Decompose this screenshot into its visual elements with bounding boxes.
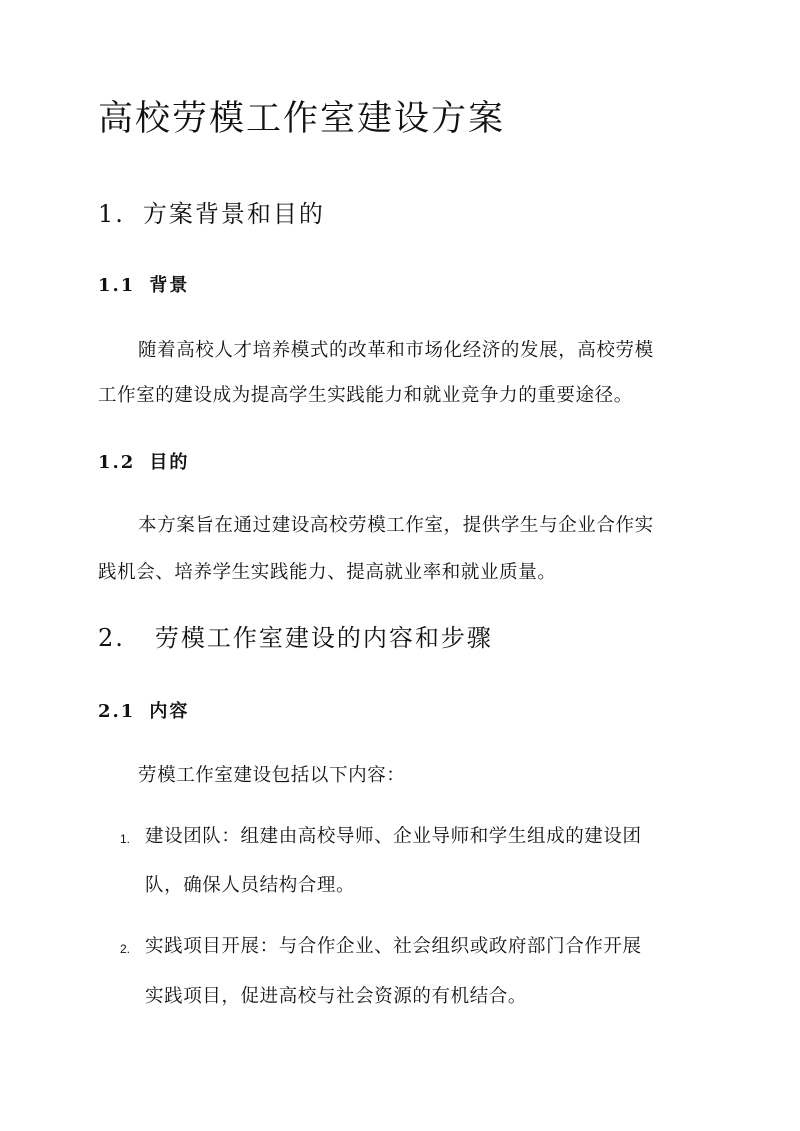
- list-item-2-number: 2.: [120, 942, 131, 956]
- list-item-1-line-2: 队，确保人员结构合理。: [145, 875, 356, 896]
- subsection-1-2-title: 目的: [149, 452, 190, 473]
- paragraph-1-2-line-2: 践机会、培养学生实践能力、提高就业率和就业质量。: [98, 562, 557, 583]
- paragraph-2-1-intro: 劳模工作室建设包括以下内容：: [138, 765, 406, 786]
- list-item-1-line-1: 建设团队：组建由高校导师、企业导师和学生组成的建设团: [145, 826, 642, 847]
- paragraph-1-1-line-2: 工作室的建设成为提高学生实践能力和就业竞争力的重要途径。: [98, 385, 633, 406]
- subsection-1-1-heading: [98, 272, 189, 300]
- section-1-number: 1.: [98, 200, 125, 228]
- subsection-2-1-heading: [98, 698, 189, 726]
- subsection-2-1-title: 内容: [149, 701, 190, 722]
- subsection-1-1-title: 背景: [149, 275, 190, 296]
- list-item-2-line-1: 实践项目开展：与合作企业、社会组织或政府部门合作开展: [145, 936, 642, 957]
- section-1-heading: [98, 196, 325, 232]
- subsection-1-1-number: 1.1: [98, 275, 136, 296]
- section-2-heading: [98, 620, 493, 656]
- section-1-title: 方案背景和目的: [142, 200, 325, 228]
- document-title: 高校劳模工作室建设方案: [98, 99, 506, 139]
- section-2-number: 2.: [98, 624, 125, 652]
- subsection-2-1-number: 2.1: [98, 701, 136, 722]
- list-item-1-number: 1.: [120, 832, 131, 846]
- paragraph-1-2-line-1: 本方案旨在通过建设高校劳模工作室，提供学生与企业合作实: [138, 515, 654, 536]
- paragraph-1-1-line-1: 随着高校人才培养模式的改革和市场化经济的发展，高校劳模: [138, 340, 654, 361]
- section-2-title: 劳模工作室建设的内容和步骤: [154, 624, 493, 652]
- subsection-1-2-number: 1.2: [98, 452, 136, 473]
- subsection-1-2-heading: [98, 449, 189, 477]
- list-item-2-line-2: 实践项目，促进高校与社会资源的有机结合。: [145, 986, 528, 1007]
